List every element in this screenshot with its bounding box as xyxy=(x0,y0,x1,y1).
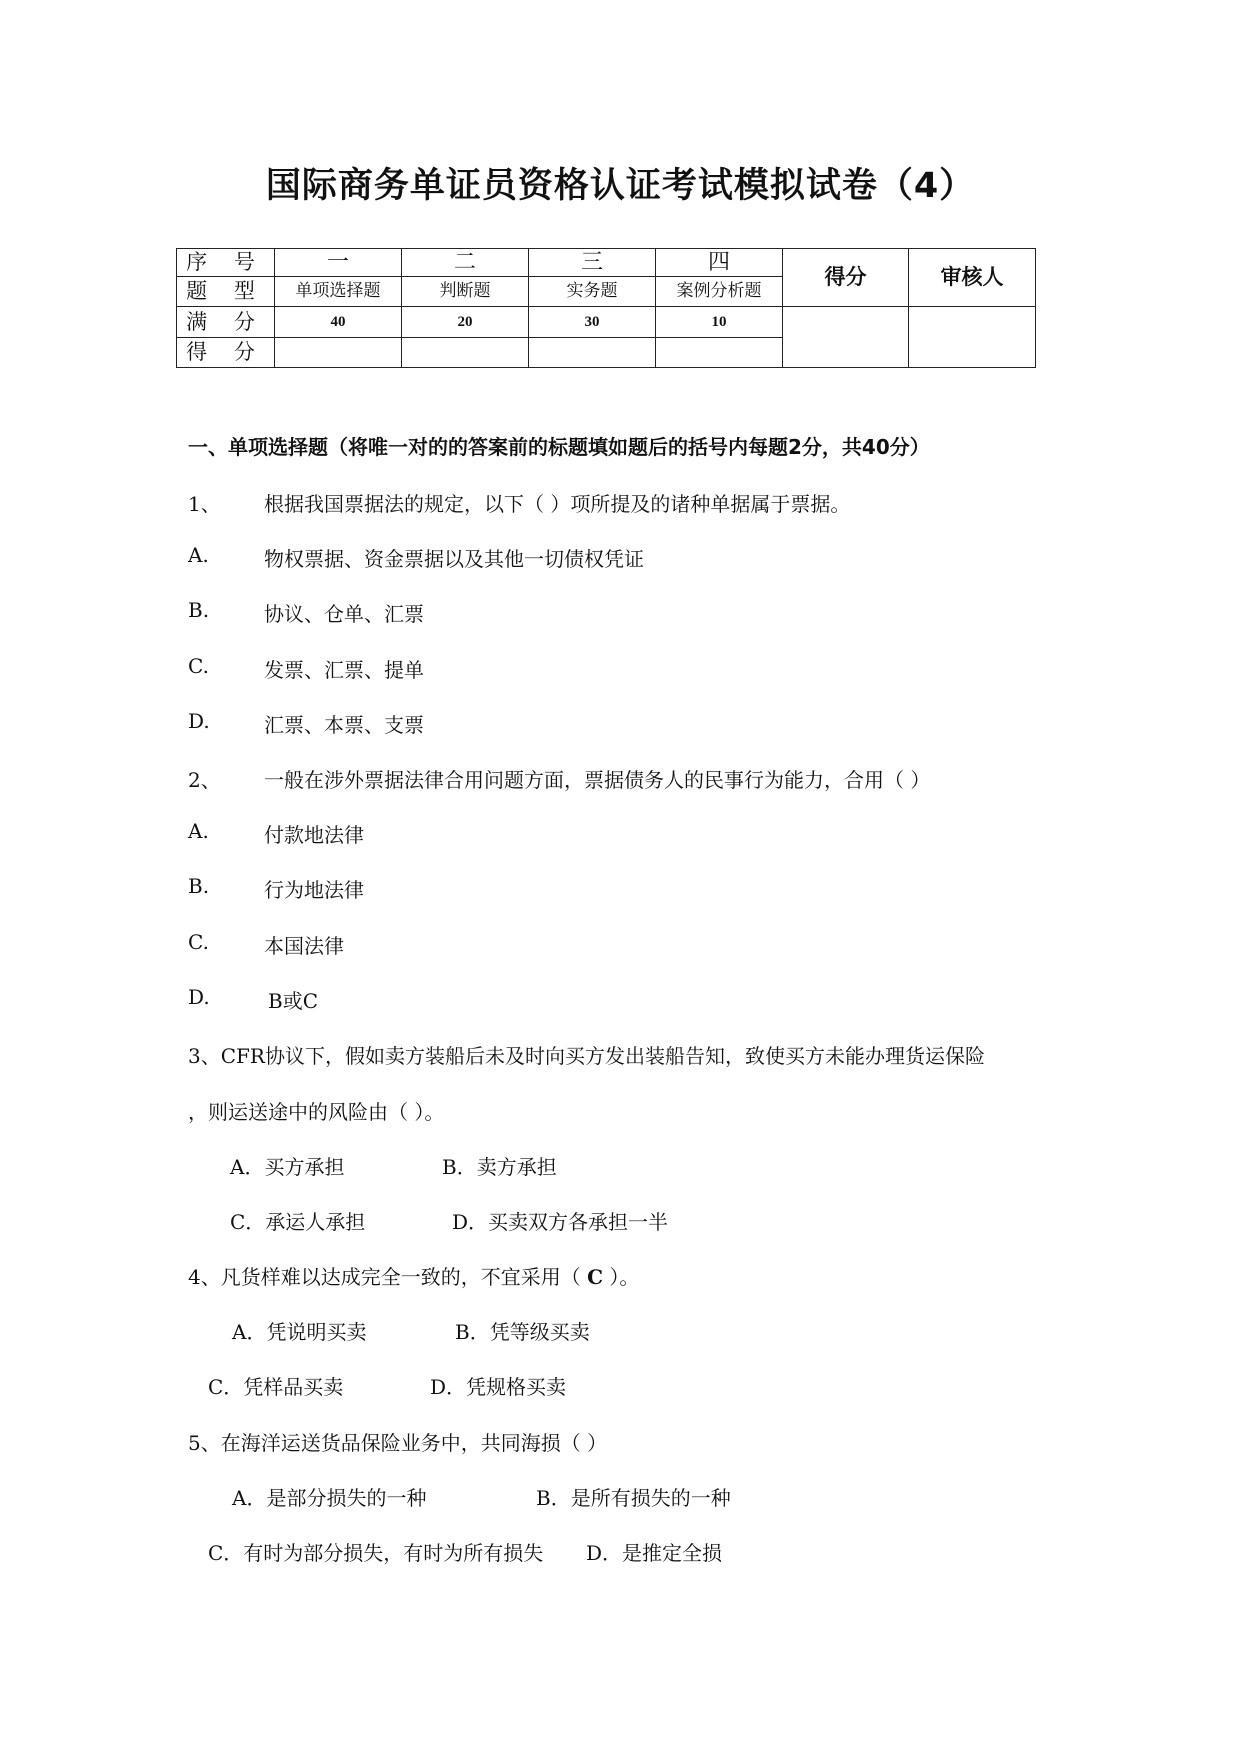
option-label: D. xyxy=(188,985,210,1009)
row-label-score: 得 分 xyxy=(177,337,275,367)
total-score-header: 得分 xyxy=(783,249,909,307)
option-c: C．凭样品买卖 xyxy=(208,1375,344,1399)
option-label: C. xyxy=(188,654,209,678)
section-number-4: 四 xyxy=(656,249,783,277)
option-a: A．凭说明买卖 xyxy=(232,1320,367,1344)
option-label: B. xyxy=(188,874,210,898)
row-label-number: 序 号 xyxy=(177,249,275,277)
option-text: 行为地法律 xyxy=(264,878,364,902)
option-c: C．有时为部分损失，有时为所有损失 xyxy=(208,1541,544,1565)
option-b: B．卖方承担 xyxy=(442,1155,557,1179)
question-text: 一般在涉外票据法律合用问题方面，票据债务人的民事行为能力，合用（ ） xyxy=(264,768,931,792)
section-type-3: 实务题 xyxy=(529,277,656,307)
answer-mark: C xyxy=(587,1265,604,1289)
option-label: D. xyxy=(188,709,210,733)
option-c: C．承运人承担 xyxy=(230,1210,366,1234)
option-d: D．凭规格买卖 xyxy=(430,1375,567,1399)
row-label-full-score: 满 分 xyxy=(177,307,275,337)
score-cell-3[interactable] xyxy=(529,337,656,367)
section-heading: 一、单项选择题（将唯一对的的答案前的标题填如题后的括号内每题2分，共40分） xyxy=(188,435,930,459)
page-title: 国际商务单证员资格认证考试模拟试卷（4） xyxy=(265,166,976,206)
option-d: D．是推定全损 xyxy=(586,1541,723,1565)
option-text: 物权票据、资金票据以及其他一切债权凭证 xyxy=(264,547,644,571)
question-text-cont: ，则运送途中的风险由（ ）。 xyxy=(188,1100,445,1124)
option-label: A. xyxy=(188,819,209,843)
option-text: 汇票、本票、支票 xyxy=(264,713,424,737)
option-a: A．买方承担 xyxy=(230,1155,345,1179)
option-a: A．是部分损失的一种 xyxy=(232,1486,427,1510)
section-type-1: 单项选择题 xyxy=(275,277,402,307)
section-type-2: 判断题 xyxy=(402,277,529,307)
reviewer-cell[interactable] xyxy=(909,307,1036,368)
question-text: 根据我国票据法的规定，以下（ ）项所提及的诸种单据属于票据。 xyxy=(264,492,851,516)
full-score-3: 30 xyxy=(529,307,656,337)
option-label: C. xyxy=(188,930,209,954)
question-text-after: ）。 xyxy=(603,1265,640,1289)
score-cell-4[interactable] xyxy=(656,337,783,367)
option-text: B或C xyxy=(268,989,318,1013)
reviewer-header: 审核人 xyxy=(909,249,1036,307)
option-text: 协议、仓单、汇票 xyxy=(264,602,424,626)
option-d: D．买卖双方各承担一半 xyxy=(452,1210,669,1234)
option-text: 发票、汇票、提单 xyxy=(264,658,424,682)
option-label: A. xyxy=(188,543,209,567)
question-text: 3、CFR协议下，假如卖方装船后未及时向买方发出装船告知，致使买方未能办理货运保险 xyxy=(188,1044,985,1068)
score-cell-1[interactable] xyxy=(275,337,402,367)
score-cell-2[interactable] xyxy=(402,337,529,367)
section-type-4: 案例分析题 xyxy=(656,277,783,307)
full-score-1: 40 xyxy=(275,307,402,337)
option-text: 本国法律 xyxy=(264,934,344,958)
question-text xyxy=(188,1261,639,1290)
full-score-2: 20 xyxy=(402,307,529,337)
total-score-cell[interactable] xyxy=(783,307,909,368)
section-number-2: 二 xyxy=(402,249,529,277)
section-number-3: 三 xyxy=(529,249,656,277)
row-label-type: 题 型 xyxy=(177,277,275,307)
question-number: 2、 xyxy=(188,768,221,792)
option-b: B．是所有损失的一种 xyxy=(536,1486,731,1510)
option-text: 付款地法律 xyxy=(264,823,364,847)
full-score-4: 10 xyxy=(656,307,783,337)
question-number: 1、 xyxy=(188,492,221,516)
section-number-1: 一 xyxy=(275,249,402,277)
option-b: B．凭等级买卖 xyxy=(455,1320,590,1344)
question-text: 5、在海洋运送货品保险业务中，共同海损（ ） xyxy=(188,1431,608,1455)
question-text-before: 4、凡货样难以达成完全一致的，不宜采用（ xyxy=(188,1265,588,1289)
score-table xyxy=(176,248,1036,368)
option-label: B. xyxy=(188,598,210,622)
